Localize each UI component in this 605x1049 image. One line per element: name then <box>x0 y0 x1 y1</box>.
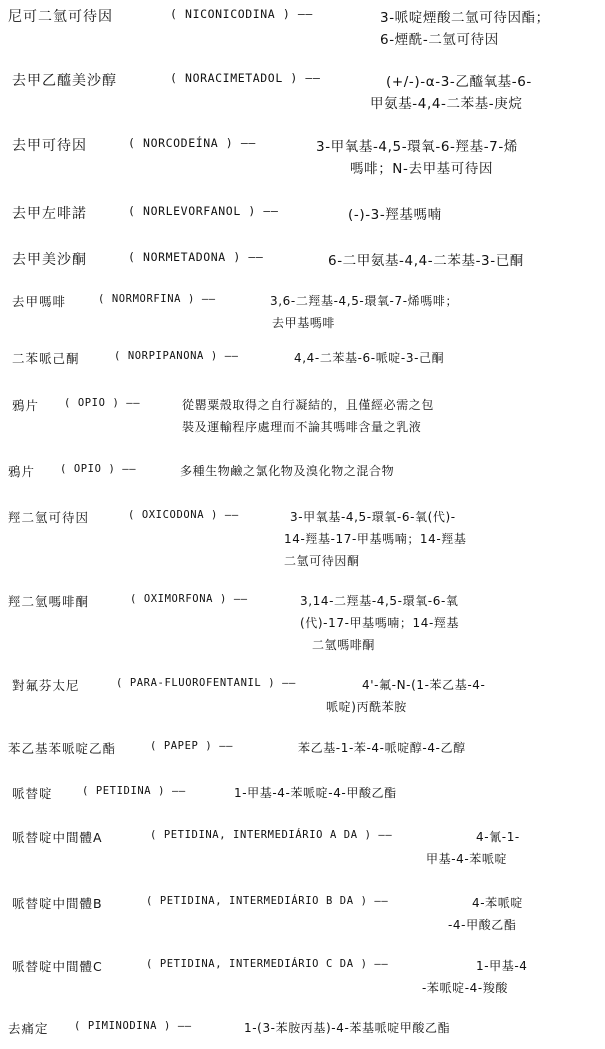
entry-description-line: -苯哌啶-4-羧酸 <box>422 981 509 995</box>
entry-name: 哌替啶 <box>12 786 53 801</box>
entry-niconicodina <box>0 6 605 50</box>
entry-description-line: 14-羥基-17-甲基嗎喃；14-羥基 <box>284 532 467 546</box>
entry-latin-name: ( NORACIMETADOL ) —— <box>170 71 321 85</box>
entry-norlevorfanol <box>0 203 605 225</box>
entry-description-line: 甲基-4-苯哌啶 <box>426 852 508 866</box>
entry-opio-latex <box>0 396 605 440</box>
entry-latin-name: ( OPIO ) —— <box>60 463 137 475</box>
entry-name: 羥二氫嗎啡酮 <box>8 594 90 609</box>
entry-normetadona <box>0 249 605 271</box>
entry-oximorfona <box>0 592 605 658</box>
entry-latin-name: ( PETIDINA ) —— <box>82 785 186 797</box>
entry-description-line: 1-(3-苯胺丙基)-4-苯基哌啶甲酸乙酯 <box>244 1021 451 1035</box>
entry-name: 苯乙基苯哌啶乙酯 <box>8 741 117 756</box>
entry-description-line: 多種生物鹼之氯化物及溴化物之混合物 <box>180 464 395 478</box>
entry-petidina-intermediate-b <box>0 894 605 938</box>
entry-description-line: 二氫可待因酮 <box>284 554 360 568</box>
entry-latin-name: ( PAPEP ) —— <box>150 740 234 752</box>
entry-name: 羥二氫可待因 <box>8 510 90 525</box>
entry-latin-name: ( NICONICODINA ) —— <box>170 7 313 21</box>
entry-name: 鴉片 <box>12 398 40 413</box>
entry-description-line: 3-甲氧基-4,5-環氧-6-氧(代)- <box>290 510 456 524</box>
entry-description-line: 3,6-二羥基-4,5-環氧-7-烯嗎啡； <box>270 294 459 308</box>
entry-latin-name: ( PIMINODINA ) —— <box>74 1020 192 1032</box>
entry-name: 去甲嗎啡 <box>12 294 67 309</box>
entry-name: 去甲可待因 <box>12 138 87 154</box>
entry-description-line: 4-氰-1- <box>476 830 520 844</box>
entry-description-line: 去甲基嗎啡 <box>272 316 336 330</box>
entry-name: 哌替啶中間體B <box>12 896 103 911</box>
entry-description-line: 3-哌啶煙酸二氫可待因酯； <box>380 10 550 26</box>
entry-description-line: 哌啶)丙酰苯胺 <box>326 700 407 714</box>
entry-petidina-intermediate-a <box>0 828 605 872</box>
entry-name: 對氟芬太尼 <box>12 678 80 693</box>
entry-description-line: (-)-3-羥基嗎喃 <box>348 207 442 223</box>
entry-latin-name: ( OXICODONA ) —— <box>128 509 239 521</box>
entry-latin-name: ( NORMORFINA ) —— <box>98 293 216 305</box>
entry-latin-name: ( NORMETADONA ) —— <box>128 250 264 264</box>
entry-description-line: 苯乙基-1-苯-4-哌啶醇-4-乙醇 <box>298 741 466 755</box>
entry-papep <box>0 739 605 761</box>
entry-latin-name: ( OXIMORFONA ) —— <box>130 593 248 605</box>
entry-name: 鴉片 <box>8 464 36 479</box>
entry-norpipanona <box>0 349 605 371</box>
entry-description-line: 3,14-二羥基-4,5-環氧-6-氧 <box>300 594 459 608</box>
entry-description-line: 3-甲氧基-4,5-環氧-6-羥基-7-烯 <box>316 139 518 155</box>
entry-description-line: 二氫嗎啡酮 <box>312 638 376 652</box>
entry-name: 哌替啶中間體A <box>12 830 103 845</box>
entry-latin-name: ( NORLEVORFANOL ) —— <box>128 204 279 218</box>
entry-name: 去痛定 <box>8 1021 49 1036</box>
entry-latin-name: ( NORPIPANONA ) —— <box>114 350 239 362</box>
entry-name: 尼可二氫可待因 <box>8 9 113 25</box>
entry-name: 二苯哌己酮 <box>12 351 80 366</box>
entry-description-line: 裝及運輸程序處理而不論其嗎啡含量之乳液 <box>182 420 422 434</box>
entry-piminodina <box>0 1019 605 1041</box>
entry-name: 去甲左啡諾 <box>12 206 87 222</box>
entry-description-line: 6-煙酰-二氫可待因 <box>380 32 499 48</box>
entry-description-line: 1-甲基-4 <box>476 959 528 973</box>
entry-latin-name: ( PETIDINA, INTERMEDIÁRIO A DA ) —— <box>150 829 393 841</box>
entry-description-line: 4,4-二苯基-6-哌啶-3-己酮 <box>294 351 445 365</box>
entry-petidina-intermediate-c <box>0 957 605 1001</box>
entry-name: 去甲美沙酮 <box>12 252 87 268</box>
entry-description-line: (+/-)-α-3-乙醯氧基-6- <box>386 74 532 90</box>
entry-latin-name: ( NORCODEÍNA ) —— <box>128 136 256 150</box>
entry-latin-name: ( PETIDINA, INTERMEDIÁRIO C DA ) —— <box>146 958 389 970</box>
entry-normorfina <box>0 292 605 336</box>
entry-norcodeina <box>0 135 605 179</box>
entry-para-fluorofentanil <box>0 676 605 720</box>
entry-latin-name: ( OPIO ) —— <box>64 397 141 409</box>
entry-petidina <box>0 784 605 806</box>
entry-description-line: 甲氨基-4,4-二苯基-庚烷 <box>370 96 523 112</box>
entry-description-line: 4'-氟-N-(1-苯乙基-4- <box>362 678 486 692</box>
entry-name: 哌替啶中間體C <box>12 959 103 974</box>
entry-opio-alkaloids <box>0 462 605 484</box>
entry-description-line: -4-甲酸乙酯 <box>448 918 517 932</box>
entry-latin-name: ( PARA-FLUOROFENTANIL ) —— <box>116 677 296 689</box>
entry-description-line: 從罌粟殼取得之自行凝結的，且僅經必需之包 <box>182 398 435 412</box>
entry-name: 去甲乙醯美沙醇 <box>12 73 117 89</box>
entry-noracimetadol <box>0 70 605 114</box>
entry-description-line: (代)-17-甲基嗎喃；14-羥基 <box>300 616 460 630</box>
entry-description-line: 1-甲基-4-苯哌啶-4-甲酸乙酯 <box>234 786 397 800</box>
entry-description-line: 4-苯哌啶 <box>472 896 523 910</box>
entry-description-line: 6-二甲氨基-4,4-二苯基-3-已酮 <box>328 253 524 269</box>
entry-description-line: 嗎啡；N-去甲基可待因 <box>350 161 494 177</box>
entry-latin-name: ( PETIDINA, INTERMEDIÁRIO B DA ) —— <box>146 895 389 907</box>
entry-oxicodona <box>0 508 605 574</box>
